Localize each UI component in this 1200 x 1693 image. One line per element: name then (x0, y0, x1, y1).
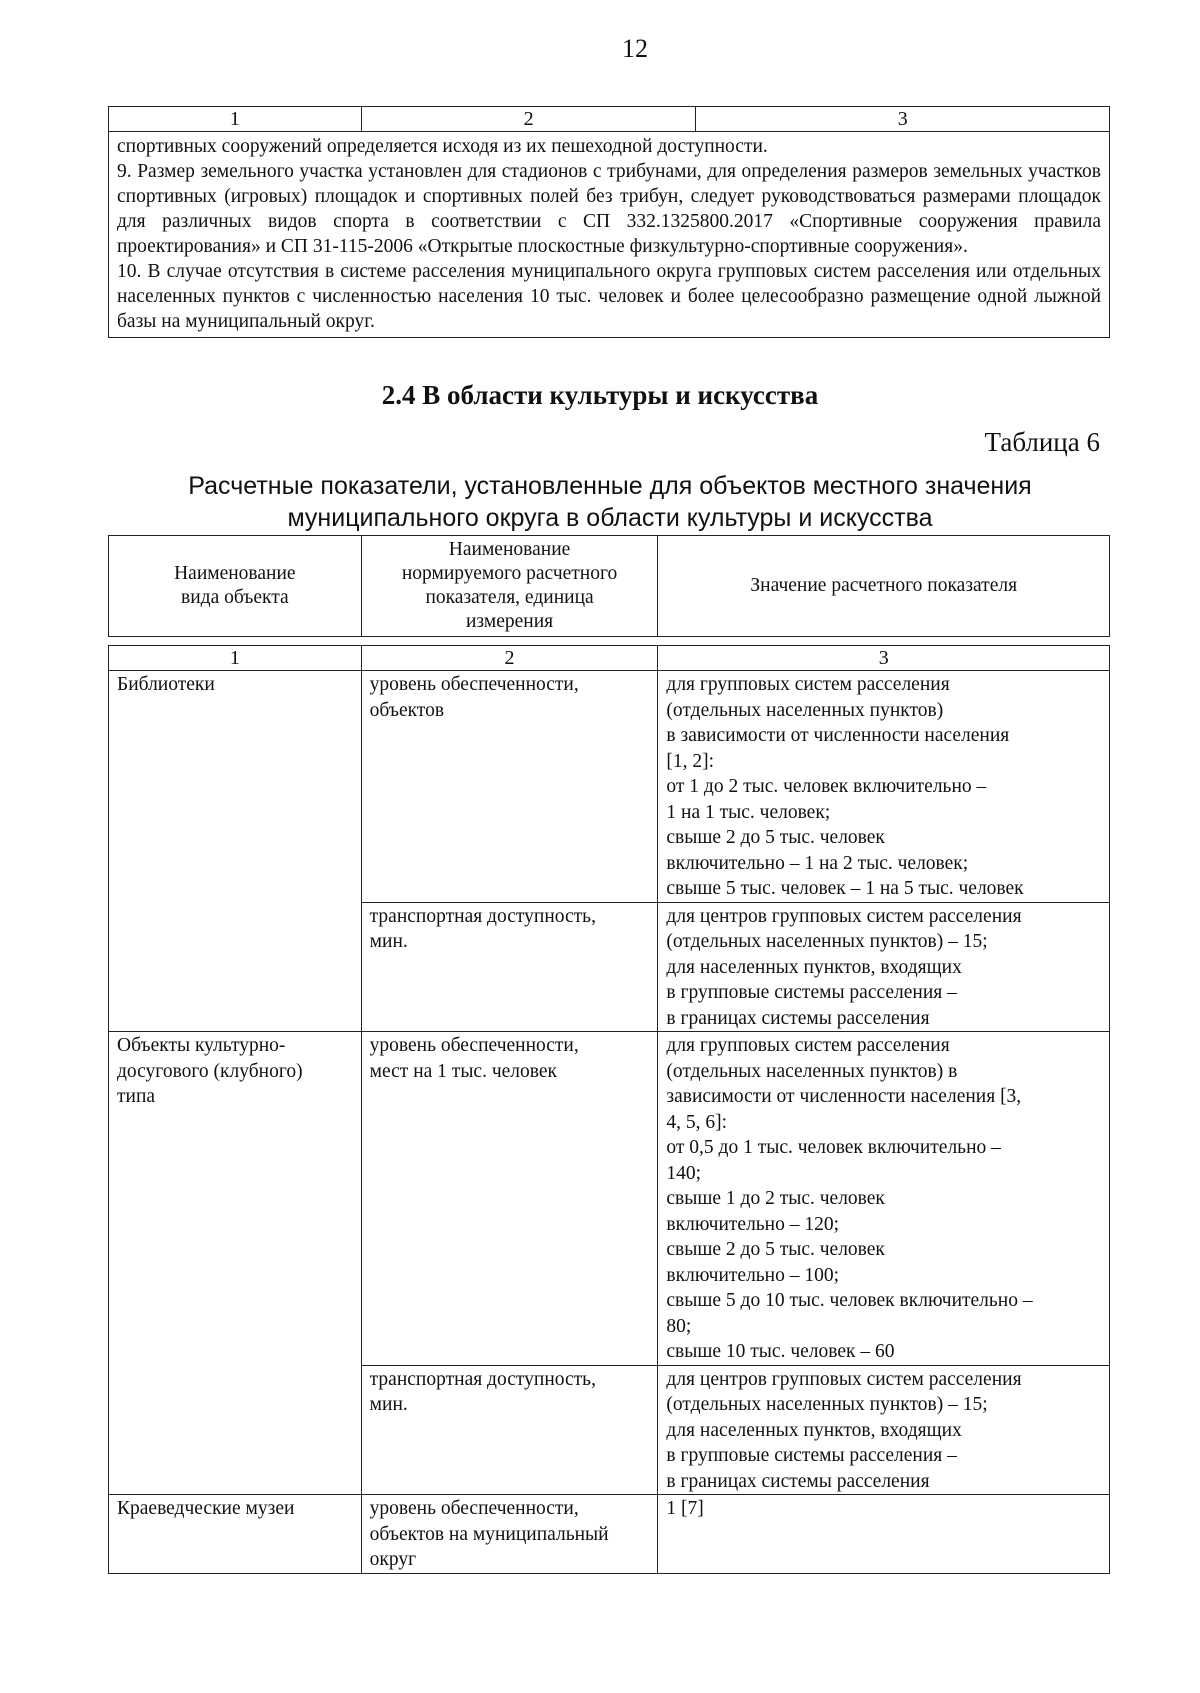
note-paragraph: 9. Размер земельного участка установлен для стадионов с трибунами, для определения размеров земельных участков спортивных (игровых) площадок и спортивных полей без трибун, следует руководствоваться размерами площадок для различных видов спорта в соответствии с СП 332.1325800.2017 «Спортивные сооружения правила проектирования» и СП 31-115-2006 «Открытые плоскостные физкультурно-спортивные сооружения». (117, 161, 1101, 257)
caption-line: муниципального округа в области культуры и искусства (287, 504, 933, 532)
section-heading: 2.4 В области культуры и искусства (381, 380, 819, 410)
table6-body (108, 645, 1110, 1574)
caption-line: Расчетные показатели, установленные для объектов местного значения (188, 472, 1032, 500)
continuation-table (108, 106, 1110, 338)
table-row (109, 1495, 1110, 1574)
indicator-cell: уровень обеспеченности, объектов на муниципальный округ (361, 1495, 658, 1574)
column-number: 2 (361, 107, 696, 132)
note-paragraph: спортивных сооружений определяется исходя из их пешеходной доступности. (117, 136, 768, 157)
column-number: 2 (361, 646, 658, 671)
value-cell: для центров групповых систем расселения (отдельных населенных пунктов) – 15; для населенных пунктов, входящих в групповые системы расселения – в границах системы расселения (658, 1365, 1110, 1495)
column-number-row (109, 646, 1110, 671)
table-label: Таблица 6 (984, 427, 1100, 457)
column-number: 1 (109, 107, 362, 132)
notes-cell (109, 132, 1110, 338)
header-cell: Значение расчетного показателя (658, 536, 1110, 637)
indicator-cell: транспортная доступность, мин. (361, 1365, 658, 1495)
header-cell: Наименование вида объекта (109, 536, 362, 637)
value-cell: 1 [7] (658, 1495, 1110, 1574)
object-cell: Библиотеки (109, 671, 362, 1032)
value-cell: для центров групповых систем расселения (отдельных населенных пунктов) – 15; для населенных пунктов, входящих в групповые системы расселения – в границах системы расселения (658, 902, 1110, 1032)
header-cell: Наименование нормируемого расчетного показателя, единица измерения (361, 536, 658, 637)
note-paragraph: 10. В случае отсутствия в системе расселения муниципального округа групповых систем расселения или отдельных населенных пунктов с численностью населения 10 тыс. человек и более целесообразно размещение одной лыжной базы на муниципальный округ. (117, 261, 1101, 332)
object-cell: Объекты культурно- досугового (клубного) типа (109, 1032, 362, 1495)
indicator-cell: уровень обеспеченности, мест на 1 тыс. человек (361, 1032, 658, 1366)
table-caption (110, 470, 1110, 534)
column-number-row (109, 107, 1110, 132)
indicator-cell: транспортная доступность, мин. (361, 902, 658, 1032)
table-row (109, 1032, 1110, 1366)
value-cell: для групповых систем расселения (отдельных населенных пунктов) в зависимости от численности населения [3, 4, 5, 6]: от 0,5 до 1 тыс. человек включительно – 140; свыше 1 до 2 тыс. человек включительно – 120; свыше 2 до 5 тыс. человек включительно – 100; свыше 5 до 10 тыс. человек включительно – 80; свыше 10 тыс. человек – 60 (658, 1032, 1110, 1366)
column-number: 3 (696, 107, 1110, 132)
object-cell: Краеведческие музеи (109, 1495, 362, 1574)
table6-header (108, 535, 1110, 637)
page-number: 12 (622, 34, 648, 63)
table-row (109, 671, 1110, 903)
indicator-cell: уровень обеспеченности, объектов (361, 671, 658, 903)
column-number: 1 (109, 646, 362, 671)
value-cell: для групповых систем расселения (отдельных населенных пунктов) в зависимости от численности населения [1, 2]: от 1 до 2 тыс. человек включительно – 1 на 1 тыс. человек; свыше 2 до 5 тыс. человек включительно – 1 на 2 тыс. человек; свыше 5 тыс. человек – 1 на 5 тыс. человек (658, 671, 1110, 903)
column-number: 3 (658, 646, 1110, 671)
